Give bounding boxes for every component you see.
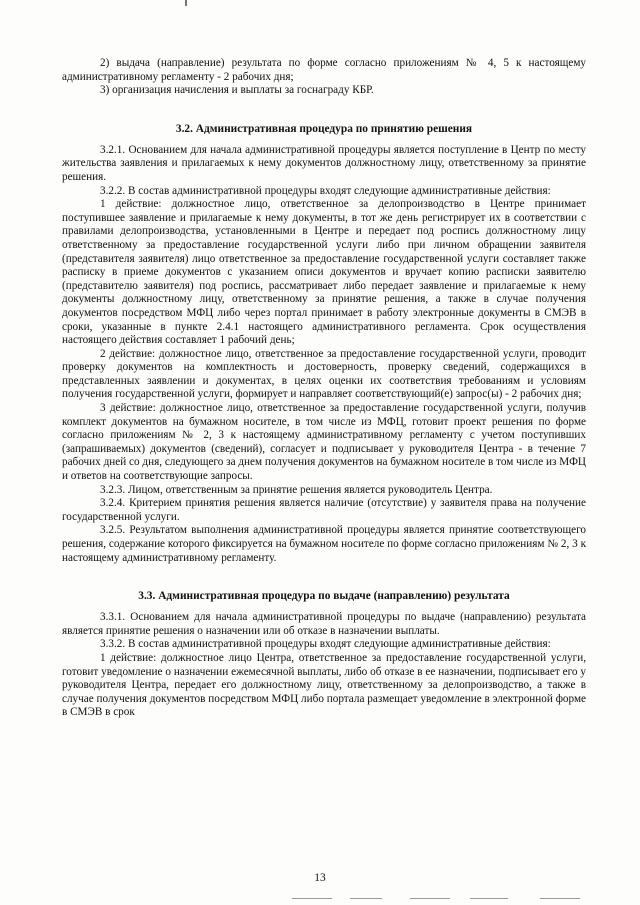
scan-rule [540, 898, 580, 899]
paragraph-3-2-2: 3.2.2. В состав административной процедуры входят следующие административные действия: [100, 184, 551, 197]
scan-rule [470, 898, 508, 899]
paragraph-3-2-5: 3.2.5. Результатом выполнения административной процедуры является принятие соответствующего решения, содержание которого фиксируется на бумажном носителе по форме согласно приложениям № 2, 3 к настоящему административному регламенту. [62, 524, 586, 564]
scan-rule [292, 898, 332, 899]
paragraph-3-2-4: 3.2.4. Критерием принятия решения является наличие (отсутствие) у заявителя права на получение государственной услуги. [62, 497, 586, 523]
paragraph-item-2: 2) выдача (направление) результата по форме согласно приложениям № 4, 5 к настоящему административному регламенту - 2 рабочих дня; [62, 57, 586, 83]
paragraph-item-3: 3) организация начисления и выплаты за госнаграду КБР. [100, 84, 374, 97]
paragraph-action-2: 2 действие: должностное лицо, ответственное за предоставление государственной услуги, проводит проверку документов на комплектность и достоверность, проверку сведений, содержащихся в представленных заявлении и документах, в целях оценки их соответствия требованиям и условиям получения государственной услуги, формирует и направляет соответствующий(е) запрос(ы) - 2 рабочих дня; [62, 347, 586, 401]
page-number: 13 [314, 872, 326, 884]
paragraph-action-1: 1 действие: должностное лицо, ответственное за делопроизводство в Центре принимает поступившее заявление и прилагаемые к нему документы, в тот же день регистрирует их в соответствии с правилами делопроизводства, установленными в Центре и передает под роспись должностному лицу ответственному за предоставление государственной услуги либо при личном обращении заявителя (представителя заявителя) лицо ответственное за предоставление государственной услуги составляет также расписку в приеме документов с указанием описи документов и вручает копию расписки заявителю (представителю заявителя) под роспись, рассматривает либо передает заявление и прилагаемые к нему документы должностному лицу, ответственному за принятие решения, а также в случае получения документов посредством МФЦ либо через портал принимает в работу электронные документы в СМЭВ в сроки, указанные в пункте 2.4.1 настоящего административного регламента. Срок осуществления настоящего действия составляет 1 рабочий день; [62, 198, 586, 347]
scan-rule [350, 898, 382, 899]
paragraph-action-3: 3 действие: должностное лицо, ответственное за предоставление государственной услуги, получив комплект документов на бумажном носителе, в том числе из МФЦ, готовит проект решения по форме согласно приложениям № 2, 3 к настоящему административному регламенту с учетом поступивших (запрашиваемых) документов (сведений), согласует и подписывает у руководителя Центра - в течение 7 рабочих дней со дня, следующего за днем получения документов на бумажном носителе в том числе из МФЦ и ответов на соответствующие запросы. [62, 402, 586, 483]
paragraph-3-2-1: 3.2.1. Основанием для начала административной процедуры является поступление в Центр по месту жительства заявления и прилагаемых к нему документов должностному лицу, ответственному за принятие решения. [62, 143, 586, 183]
section-3-2-heading: 3.2. Административная процедура по принятию решения [175, 122, 473, 135]
paragraph-3-3-2: 3.3.2. В состав административной процедуры входят следующие административные действия: [100, 638, 551, 651]
paragraph-3-2-3: 3.2.3. Лицом, ответственным за принятие решения является руководитель Центра. [100, 483, 493, 496]
document-body [62, 57, 586, 720]
section-3-3-heading: 3.3. Административная процедура по выдаче (направлению) результата [138, 590, 510, 603]
paragraph-3-3-1: 3.3.1. Основанием для начала административной процедуры по выдаче (направлению) результата является принятие решения о назначении или об отказе в назначении выплаты. [62, 611, 586, 637]
scan-mark [185, 0, 187, 6]
paragraph-3-3-action-1: 1 действие: должностное лицо Центра, ответственное за предоставление государственной услуги, готовит уведомление о назначении ежемесячной выплаты, либо об отказе в ее назначении, подписывает его у руководителя Центра, передает его должностному лицу, ответственному за делопроизводство, а также в случае получения документов посредством МФЦ либо портала размещает уведомление в электронной форме в СМЭВ в срок [62, 651, 586, 719]
scan-rule [410, 898, 450, 899]
